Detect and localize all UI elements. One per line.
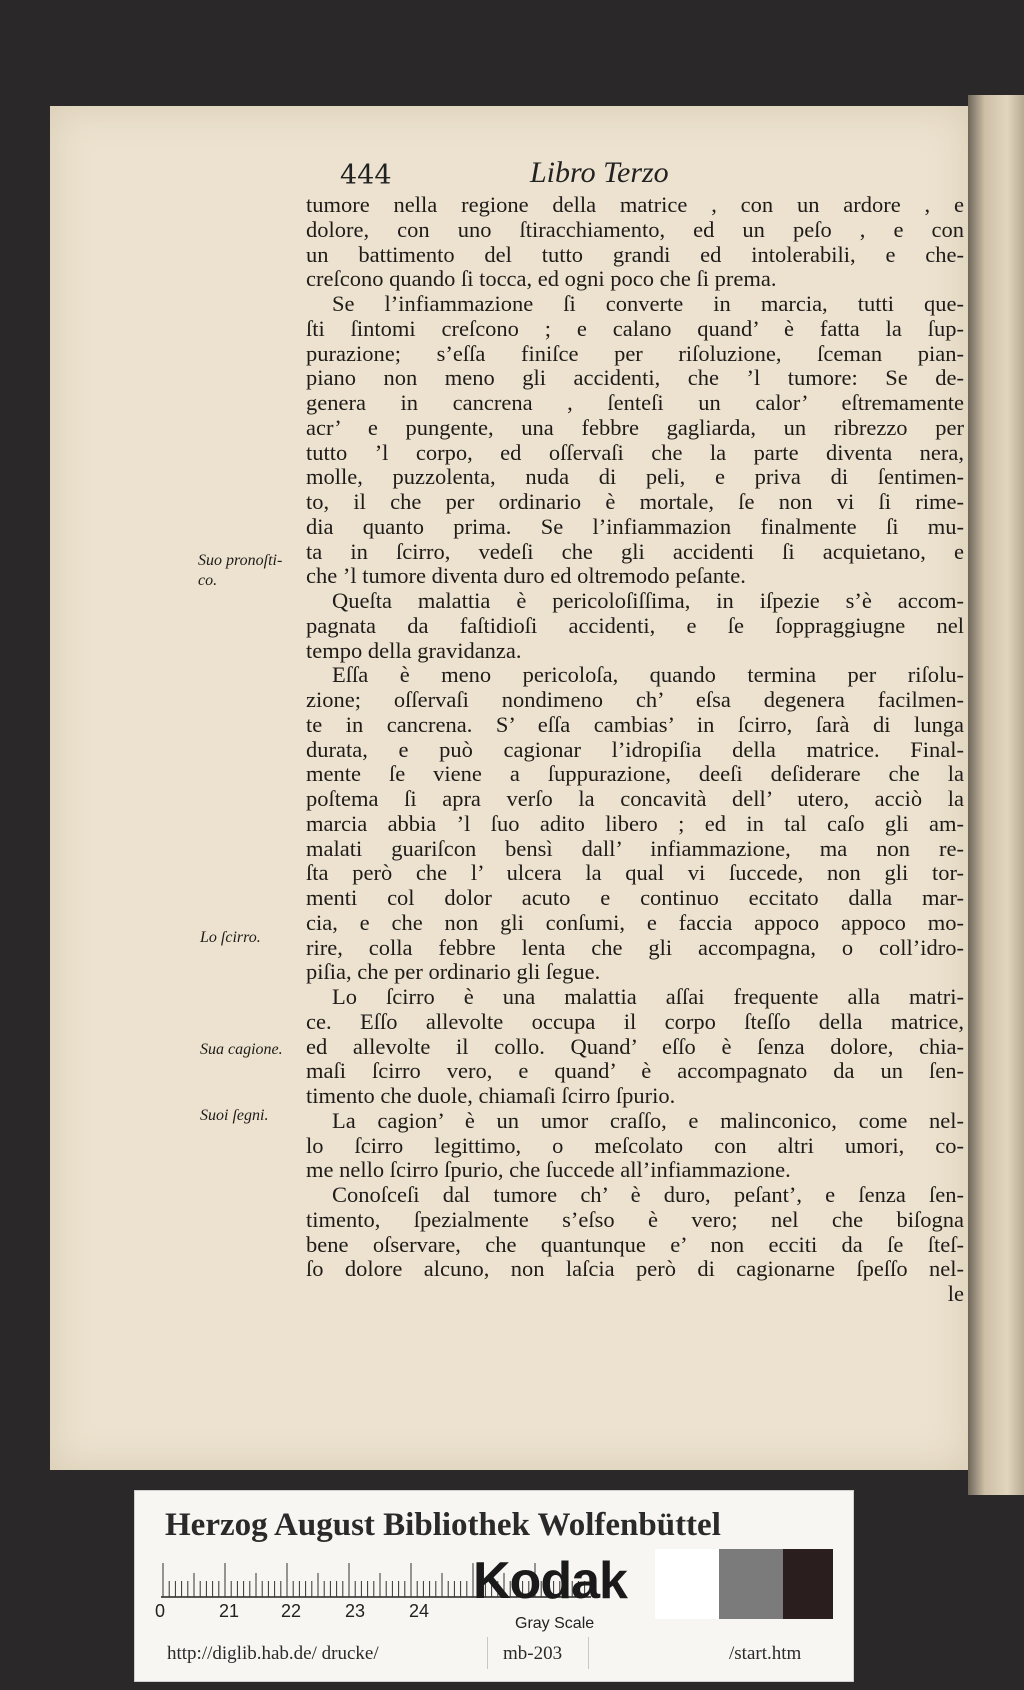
running-head: Libro Terzo xyxy=(530,156,669,189)
archive-color-card xyxy=(134,1490,854,1682)
margin-note-pronostico-text: Suo pronoſti- co. xyxy=(198,552,283,589)
page-number: 444 xyxy=(340,160,392,191)
shelfmark: mb-203 xyxy=(503,1643,563,1664)
body-text xyxy=(306,193,964,1307)
text-line: bene oſservare, che quantunque e’ non ecciti da ſe ſteſ- xyxy=(306,1231,964,1257)
text-line: cia, e che non gli conſumi, e faccia appoco appoco mo- xyxy=(306,909,964,935)
text-line: marcia abbia ’l ſuo adito libero ; ed in tal caſo gli am- xyxy=(306,810,964,836)
book-page xyxy=(50,106,968,1470)
ruler-label: 21 xyxy=(219,1601,240,1621)
text-line: zione; oſſervaſi nondimeno ch’ eſsa degenera facilmen- xyxy=(306,687,964,712)
black-patch xyxy=(783,1549,833,1619)
margin-note-cagione: Sua cagione. xyxy=(200,1041,283,1058)
text-line: un battimento del tutto grandi ed intolerabili, e che- xyxy=(306,241,964,267)
text-line: durata, e può cagionar l’idropiſia della matrice. Final- xyxy=(306,736,964,762)
text-line: Se l’infiammazione ſi converte in marcia, tutti que- xyxy=(332,291,964,316)
text-line: Queſta malattia è pericoloſiſſima, in iſpezie s’è accom- xyxy=(332,588,964,613)
gray-scale-label: Gray Scale xyxy=(515,1615,595,1632)
margin-note-segni: Suoi ſegni. xyxy=(200,1107,269,1124)
text-line: tumore nella regione della matrice , con un ardore , e xyxy=(306,192,964,217)
text-line: molle, puzzolenta, nuda di peli, e priva di ſentimen- xyxy=(306,464,964,490)
text-line: maſi ſcirro vero, e quand’ è accompagnato da un ſen- xyxy=(306,1058,964,1084)
text-line: timento che duole, chiamaſi ſcirro ſpurio. xyxy=(306,1083,676,1108)
text-line: purazione; s’eſſa finiſce per riſoluzione, ſceman pian- xyxy=(306,340,964,366)
text-line: ta in ſcirro, vedeſi che gli accidenti ſi acquietano, e xyxy=(306,538,964,564)
text-line: ſo dolore alcuno, non laſcia però di cagionarne ſpeſſo nel- xyxy=(306,1256,964,1282)
text-line: Lo ſcirro è una malattia aſſai frequente alla matri- xyxy=(332,984,964,1009)
text-line: ed allevolte il collo. Quand’ eſſo è ſenza dolore, chia- xyxy=(306,1033,964,1059)
text-line: me nello ſcirro ſpurio, che ſuccede all’infiammazione. xyxy=(306,1157,791,1183)
ruler-label: 0 xyxy=(155,1601,166,1621)
gray-patch xyxy=(719,1549,783,1619)
text-line: lo ſcirro legittimo, o meſcolato con altri umori, co- xyxy=(306,1132,964,1158)
margin-note-pronostico xyxy=(198,551,282,591)
adjacent-page-edge xyxy=(968,95,1024,1495)
margin-note-scirro: Lo ſcirro. xyxy=(200,929,261,946)
text-line: rire, colla febbre lenta che gli accompagna, o coll’idro- xyxy=(306,934,964,960)
text-line: piſia, che per ordinario gli ſegue. xyxy=(306,959,601,985)
text-line: Conoſceſi dal tumore ch’ è duro, peſant’, e ſenza ſen- xyxy=(332,1182,964,1207)
ruler-label: 23 xyxy=(345,1601,366,1621)
text-line: te in cancrena. S’ eſſa cambias’ in ſcirro, ſarà di lunga xyxy=(306,711,964,737)
text-line: poſtema ſi apra verſo la concavità dell’ utero, acciò la xyxy=(306,786,964,811)
text-line: to, il che per ordinario è mortale, ſe non vi ſi rime- xyxy=(306,489,964,514)
text-line: ſta però che l’ ulcera la qual vi ſuccede, non gli tor- xyxy=(306,860,964,886)
text-line: malati guariſcon bensì dall’ infiammazione, ma non re- xyxy=(306,835,964,861)
text-line: La cagion’ è un umor craſſo, e malinconico, come nel- xyxy=(332,1107,964,1133)
white-patch xyxy=(655,1549,719,1619)
text-line: dolore, con uno ſtiracchiamento, ed un peſo , e con xyxy=(306,216,964,242)
kodak-logo: Kodak xyxy=(473,1552,627,1610)
catchword: le xyxy=(947,1281,964,1306)
text-line: ſti ſintomi creſcono ; e calano quand’ è fatta la ſup- xyxy=(306,315,964,341)
ruler-label: 24 xyxy=(409,1601,430,1621)
url-suffix: /start.htm xyxy=(729,1643,802,1664)
text-line: timento, ſpezialmente s’eſso è vero; nel che biſogna xyxy=(306,1206,964,1232)
text-line: che ’l tumore diventa duro ed oltremodo peſante. xyxy=(306,563,746,589)
text-line: acr’ e pungente, una febbre gagliarda, un ribrezzo per xyxy=(306,414,964,440)
text-line: pagnata da faſtidioſi accidenti, e ſe ſoppraggiugne nel xyxy=(306,612,964,638)
text-line: menti col dolor acuto e continuo eccitato dalla mar- xyxy=(306,885,964,910)
text-line: dia quanto prima. Se l’infiammazion finalmente ſi mu- xyxy=(306,513,964,539)
text-line: Eſſa è meno pericoloſa, quando termina per riſolu- xyxy=(332,662,964,688)
text-line: mente ſe viene a ſuppurazione, deeſi deſiderare che la xyxy=(306,761,964,787)
url-prefix: http://diglib.hab.de/ drucke/ xyxy=(167,1643,379,1664)
text-line: piano non meno gli accidenti, che ’l tumore: Se de- xyxy=(306,365,964,391)
library-title: Herzog August Bibliothek Wolfenbüttel xyxy=(165,1507,721,1543)
text-line: tempo della gravidanza. xyxy=(306,637,522,663)
text-line: ce. Eſſo allevolte occupa il corpo ſteſſo della matrice, xyxy=(306,1008,964,1034)
ruler-label: 22 xyxy=(281,1601,302,1621)
text-line: creſcono quando ſi tocca, ed ogni poco che ſi prema. xyxy=(306,266,777,292)
text-line: genera in cancrena , ſenteſi un calor’ eſtremamente xyxy=(306,390,964,415)
text-line: tutto ’l corpo, ed oſſervaſi che la parte diventa nera, xyxy=(306,439,964,465)
